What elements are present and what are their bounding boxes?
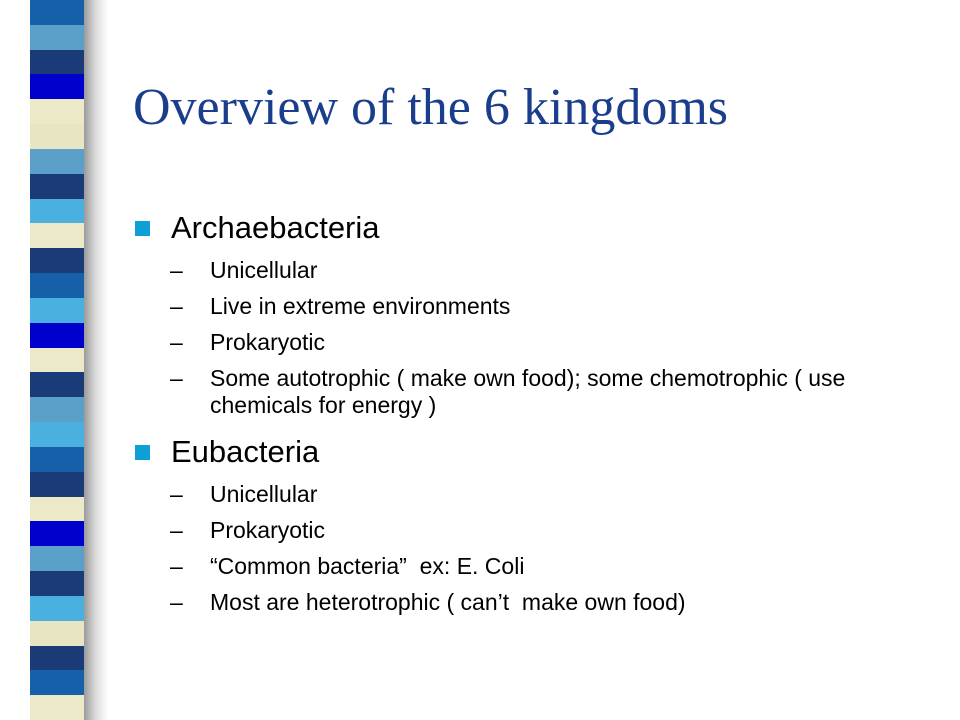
stripe-segment (30, 273, 84, 298)
stripe-segment (30, 670, 84, 695)
slide-title: Overview of the 6 kingdoms (133, 79, 729, 136)
stripe-segment (30, 199, 84, 224)
list-item-text: Unicellular (210, 481, 318, 507)
stripe-segment (30, 472, 84, 497)
stripe-segment (30, 149, 84, 174)
stripe-segment (30, 422, 84, 447)
stripe-segment (30, 546, 84, 571)
list-item-text: Most are heterotrophic ( can’t make own food) (210, 589, 686, 615)
stripe-segment (30, 695, 84, 720)
dash-icon: – (170, 589, 183, 615)
stripe-segment (30, 50, 84, 75)
stripe-segment (30, 0, 84, 25)
section-heading-label: Eubacteria (171, 434, 320, 469)
list-item-text: Live in extreme environments (210, 293, 511, 319)
list-item (133, 329, 933, 356)
stripe-segment (30, 646, 84, 671)
stripe-segment (30, 521, 84, 546)
square-bullet-icon (135, 445, 150, 460)
list-item (133, 365, 850, 419)
list-item-text: Prokaryotic (210, 517, 326, 543)
list-item-text: Prokaryotic (210, 329, 326, 355)
stripe-segment (30, 248, 84, 273)
stripe-segment (30, 571, 84, 596)
list-item-text: Some autotrophic ( make own food); some chemotrophic ( use chemicals for energy ) (210, 365, 846, 418)
dash-icon: – (170, 329, 183, 355)
stripe-segment (30, 497, 84, 522)
list-item-text: Unicellular (210, 257, 318, 283)
stripe-segment (30, 25, 84, 50)
dash-icon: – (170, 365, 183, 391)
dash-icon: – (170, 517, 183, 543)
list-item (133, 589, 933, 616)
stripe-segment (30, 223, 84, 248)
stripe-segment (30, 323, 84, 348)
dash-icon: – (170, 293, 183, 319)
list-item (133, 257, 933, 284)
section-heading-label: Archaebacteria (171, 210, 380, 245)
stripe-segment (30, 621, 84, 646)
dash-icon: – (170, 481, 183, 507)
stripe-shadow (84, 0, 108, 720)
stripe-segment (30, 298, 84, 323)
section-heading-eubacteria (133, 432, 933, 472)
stripe-segment (30, 74, 84, 99)
list-item (133, 481, 933, 508)
stripe-segment (30, 447, 84, 472)
bullet-list (133, 208, 933, 616)
dash-icon: – (170, 257, 183, 283)
stripe-segment (30, 124, 84, 149)
list-item (133, 293, 933, 320)
stripe-segment (30, 174, 84, 199)
list-item (133, 517, 933, 544)
stripe-segment (30, 596, 84, 621)
stripe-segment (30, 348, 84, 373)
stripe-segment (30, 99, 84, 124)
list-item (133, 553, 933, 580)
list-item-text: “Common bacteria” ex: E. Coli (210, 553, 525, 579)
square-bullet-icon (135, 221, 150, 236)
section-heading-archaebacteria (133, 208, 933, 248)
stripe-segment (30, 372, 84, 397)
decorative-stripe-bar (30, 0, 84, 720)
stripe-segment (30, 397, 84, 422)
dash-icon: – (170, 553, 183, 579)
